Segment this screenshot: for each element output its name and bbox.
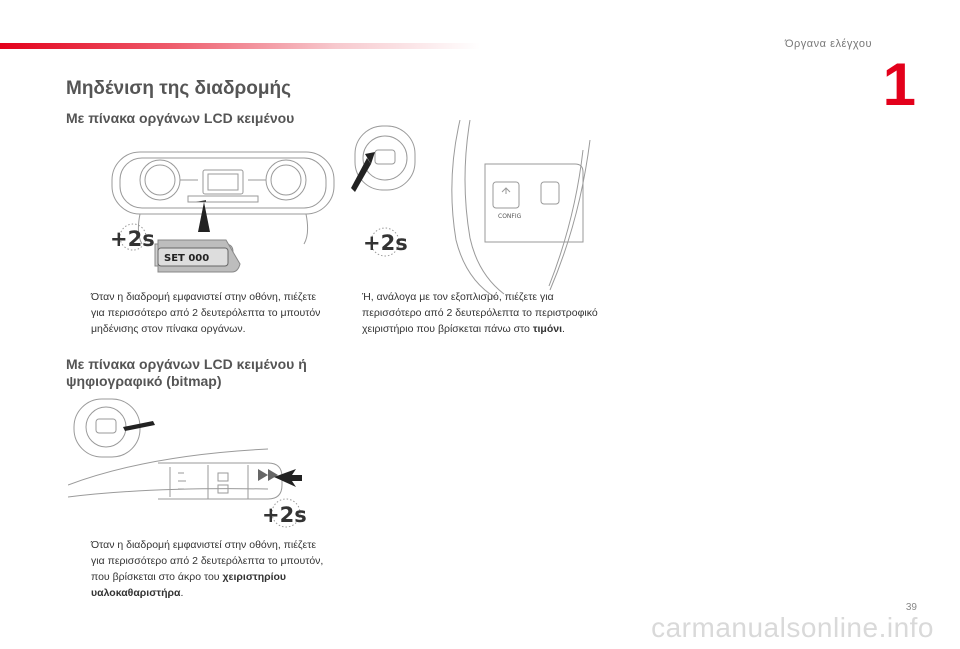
paragraph-bold-text: τιμόνι bbox=[532, 323, 563, 335]
paragraph-lcd-reset bbox=[91, 289, 331, 337]
paragraph-text: Όταν η διαδρομή εμφανιστεί στην οθόνη, πιέζετε για περισσότερο από 2 δευτερόλεπτα το μπουτόν μηδένισης στον πίνακα οργάνων. bbox=[91, 291, 321, 335]
paragraph-wiper-reset bbox=[91, 537, 331, 601]
chapter-number: 1 bbox=[882, 51, 916, 118]
figure1-label: +2s bbox=[110, 227, 155, 251]
section-title: Όργανα ελέγχου bbox=[785, 38, 872, 50]
paragraph-text: Ή, ανάλογα με τον εξοπλισμό, πιέζετε για περισσότερο από 2 δευτερόλεπτα το περιστροφικό χειριστήριο που βρίσκεται πάνω στο bbox=[362, 291, 598, 335]
page-title: Μηδένιση της διαδρομής bbox=[66, 78, 291, 99]
paragraph-text-end: . bbox=[562, 323, 565, 335]
paragraph-bold-text: χειριστηρίου υαλοκαθαριστήρα bbox=[91, 571, 287, 599]
figure2-label: +2s bbox=[363, 231, 408, 255]
figure1-display-text: SET 000 bbox=[164, 253, 210, 264]
paragraph-text-end: . bbox=[180, 587, 184, 599]
instrument-panel-illustration bbox=[100, 140, 350, 285]
watermark: carmanualsonline.info bbox=[651, 612, 934, 643]
paragraph-text: Όταν η διαδρομή εμφανιστεί στην οθόνη, πιέζετε για περισσότερο από 2 δευτερόλεπτα το μπουτόν, που βρίσκεται στο άκρο του bbox=[91, 539, 324, 583]
page-number: 39 bbox=[905, 602, 917, 613]
wiper-stalk-illustration bbox=[68, 385, 328, 535]
subheading-lcd-text: Με πίνακα οργάνων LCD κειμένου bbox=[66, 110, 295, 126]
header-accent-bar bbox=[0, 43, 480, 49]
paragraph-steering-reset bbox=[362, 289, 602, 337]
subheading-lcd-bitmap: Με πίνακα οργάνων LCD κειμένου ή ψηφιογραφικό (bitmap) bbox=[66, 356, 307, 389]
figure2-button-text: CONFIG bbox=[498, 213, 522, 220]
figure3-label: +2s bbox=[262, 503, 307, 527]
steering-wheel-illustration bbox=[345, 120, 595, 300]
